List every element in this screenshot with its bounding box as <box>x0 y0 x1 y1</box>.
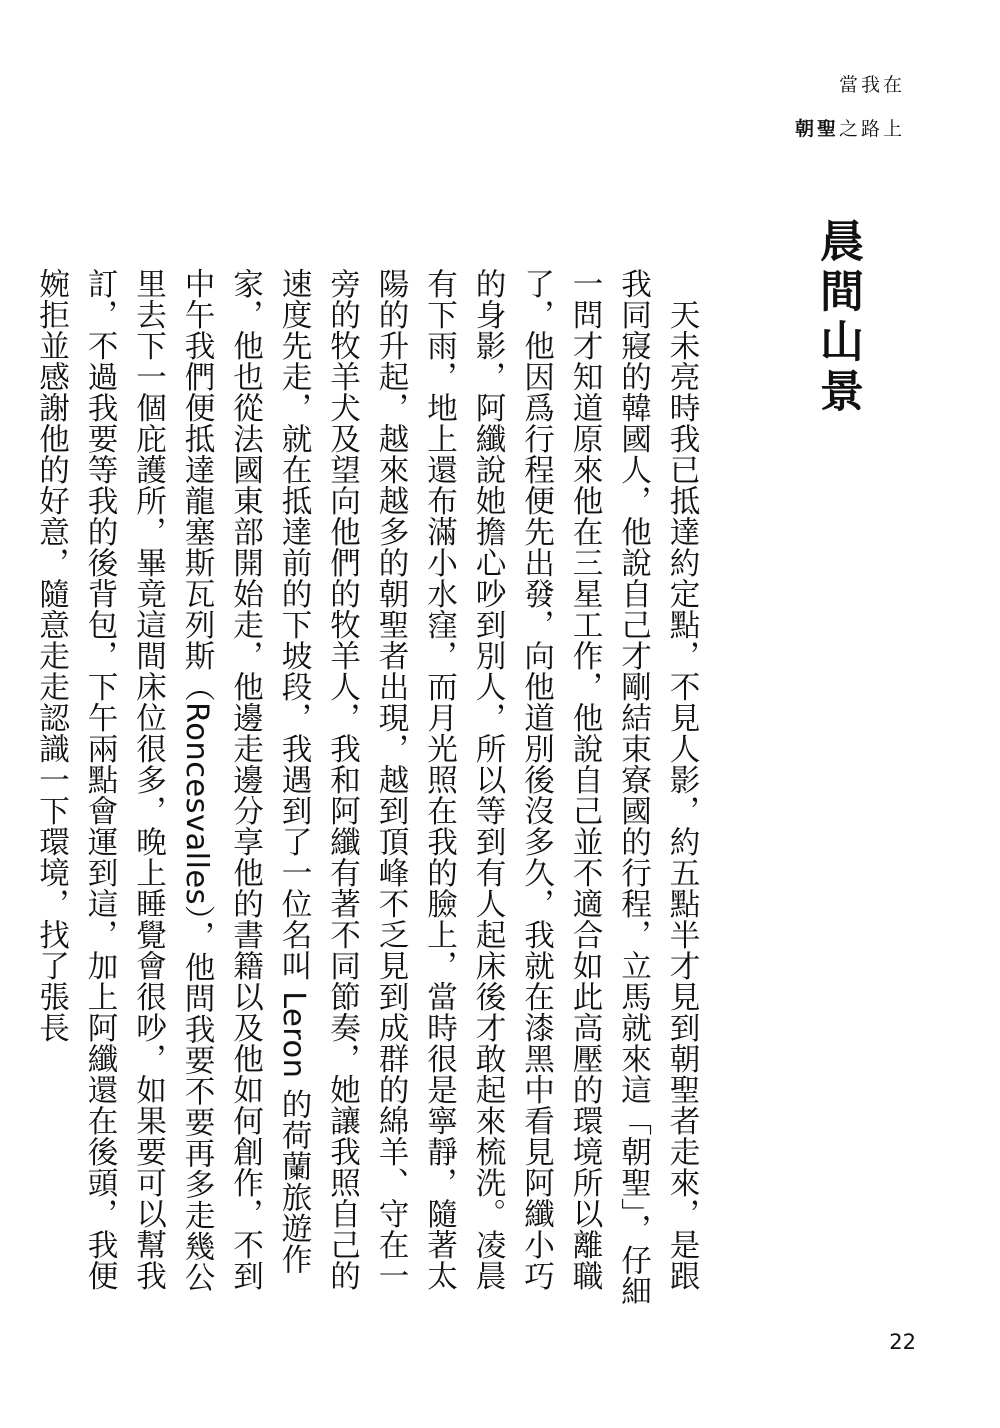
header-line-2 <box>765 114 905 144</box>
body-text <box>26 268 705 1308</box>
running-header <box>765 70 905 144</box>
page-number: 22 <box>889 1330 916 1354</box>
header-line-2-rest: 之路上 <box>838 118 905 140</box>
body-paragraph: 天未亮時我已抵達約定點，不見人影，約五點半才見到朝聖者走來，是跟我同寢的韓國人，他說自己才剛結束寮國的行程，立馬就來這「朝聖」，仔細一問才知道原來他在三星工作，他說自己並不適合如此高壓的環境所以離職了，他因爲行程便先出發，向他道別後沒多久，我就在漆黑中看見阿纖小巧的身影，阿纖說她擔心吵到別人，所以等到有人起床後才敢起來梳洗。凌晨有下雨，地上還布滿小水窪，而月光照在我的臉上，當時很是寧靜，隨著太陽的升起，越來越多的朝聖者出現，越到頂峰不乏見到成群的綿羊、守在一旁的牧羊犬及望向他們的牧羊人，我和阿纖有著不同節奏，她讓我照自己的速度先走，就在抵達前的下坡段，我遇到了一位名叫 Leron 的荷蘭旅遊作家，他也從法國東部開始走，他邊走邊分享他的書籍以及他如何創作，不到中午我們便抵達龍塞斯瓦列斯（Roncesvalles），他問我要不要再多走幾公里去下一個庇護所，畢竟這間床位很多，晚上睡覺會很吵，如果要可以幫我訂，不過我要等我的後背包，下午兩點會運到這，加上阿纖還在後頭，我便婉拒並感謝他的好意，隨意走走認識一下環境，找了張長 <box>33 268 699 1307</box>
header-line-1: 當我在 <box>838 74 905 96</box>
header-line-2-bold: 朝聖 <box>794 118 839 140</box>
chapter-title: 晨間山景 <box>812 218 863 418</box>
